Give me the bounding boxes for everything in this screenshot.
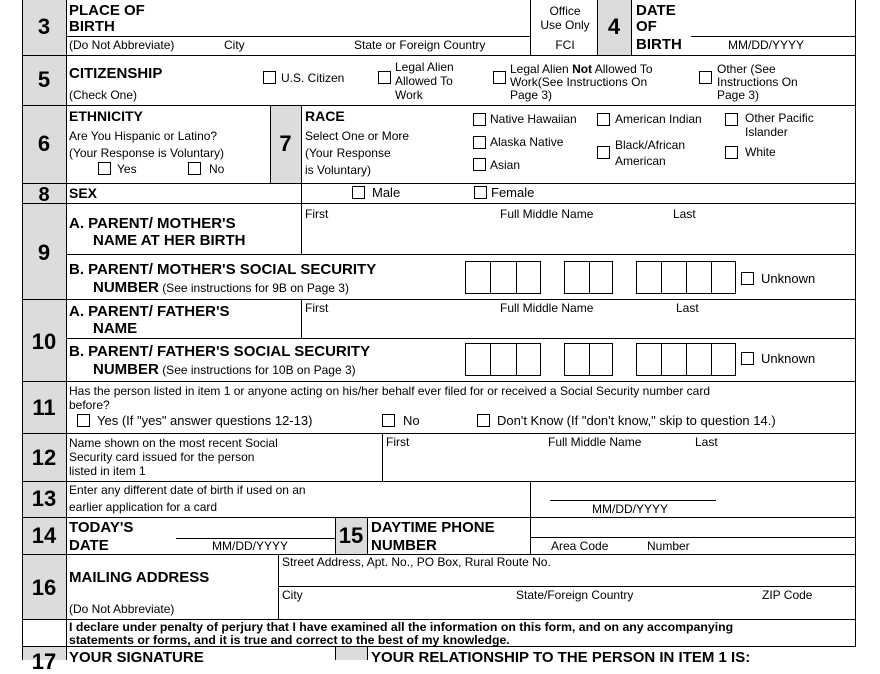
r4-title3: BIRTH [636,36,682,53]
item-number-11: 11 [32,395,56,420]
r16-street: Street Address, Apt. No., PO Box, Rural Route No. [282,555,551,569]
item-number-14: 14 [31,523,57,548]
r4-title: DATE [636,2,676,19]
r3-title2: BIRTH [69,18,115,35]
citizen-not-allowed-l2: Work(See Instructions On [510,75,648,89]
father-ssn-group-field[interactable] [564,343,613,376]
r10-last: Last [676,301,699,315]
citizen-not-allowed-l3: Page 3) [510,88,553,102]
item-number-10: 10 [31,329,57,354]
race-pacific-label-l2: Islander [745,125,788,139]
r16-sub: (Do Not Abbreviate) [69,602,175,616]
item-number-3: 3 [37,14,51,39]
r4-underline [691,36,856,37]
mother-ssn-unknown-label: Unknown [761,271,816,286]
r14-title2: DATE [69,537,109,554]
item-number-15: 15 [338,523,364,548]
number-col-line [66,0,67,660]
r17-title: YOUR SIGNATURE [69,649,204,666]
r12-middle: Full Middle Name [548,435,642,449]
r16-zip: ZIP Code [762,588,813,602]
r7-title: RACE [305,108,345,124]
rule-after-12 [22,481,856,482]
r9a-divider [301,203,302,254]
race-asian-label: Asian [490,158,521,172]
r12-first: First [386,435,410,449]
r11-q2: before? [69,398,110,412]
r9-a2: NAME AT HER BIRTH [93,232,246,249]
r13-fmt: MM/DD/YYYY [592,502,669,516]
citizen-other-l3: Page 3) [717,88,760,102]
item-number-16: 16 [31,575,57,600]
father-ssn-area-field[interactable] [465,343,541,376]
border-right [855,0,856,646]
r7-d1: Select One or More [305,129,410,143]
r9-b1: B. PARENT/ MOTHER'S SOCIAL SECURITY [69,261,377,278]
r9-split [66,254,856,255]
r9-middle: Full Middle Name [500,207,594,221]
r3-office: Office [549,4,581,18]
r11-q1: Has the person listed in item 1 or anyone acting on his/her behalf ever filed for or received a Social Security number card [69,384,711,398]
r15-number: Number [647,539,690,553]
race-white-label: White [745,145,776,159]
shade-17b [335,646,367,660]
r12-d1: Name shown on the most recent Social [69,436,278,450]
prior-card-dont-know-label: Don't Know (If "don't know," skip to question 14.) [497,413,776,428]
item-number-8: 8 [38,184,50,206]
r12-d3: listed in item 1 [69,464,146,478]
r10-a1: A. PARENT/ FATHER'S [69,303,230,320]
r13-d1: Enter any different date of birth if used on an [69,483,306,497]
prior-card-no-label: No [403,413,420,428]
hispanic-no-label: No [209,162,225,176]
r3-city: City [224,38,245,52]
mother-ssn-group-field[interactable] [564,261,613,294]
father-ssn-unknown-checkbox[interactable] [741,352,754,365]
rule-after-11 [22,433,856,434]
item-number-9: 9 [37,240,51,265]
citizen-legal-alien-l1: Legal Alien [395,60,454,74]
race-black-label-l2: American [615,154,666,168]
race-hawaiian-label: Native Hawaiian [490,112,577,126]
race-american-indian-label: American Indian [615,112,702,126]
r17-num-right [367,646,368,660]
item-number-12: 12 [31,445,57,470]
r10-split [66,338,856,339]
father-ssn-unknown-label: Unknown [761,351,816,366]
r15-title2: NUMBER [371,537,437,554]
item-number-4: 4 [607,14,621,39]
citizen-legal-alien-l3: Work [395,88,423,102]
rule-after-6 [22,183,856,184]
race-hawaiian-checkbox[interactable] [473,113,486,126]
sex-male-checkbox[interactable] [352,186,365,199]
prior-card-no-checkbox[interactable] [382,414,395,427]
race-black-label-l1: Black/African [615,138,686,152]
r16-split [278,586,856,587]
r3-fci: FCI [555,38,575,52]
r15-area: Area Code [551,539,609,553]
rule-after-8 [22,203,856,204]
citizen-legal-alien-checkbox[interactable] [378,71,391,84]
r17-divider [335,646,336,660]
father-ssn-serial-field[interactable] [636,343,736,376]
r14-fmt: MM/DD/YYYY [212,539,289,553]
sex-female-checkbox[interactable] [474,186,487,199]
r9-last: Last [673,207,696,221]
r9-first: First [305,207,329,221]
mother-ssn-serial-field[interactable] [636,261,736,294]
r6-q1: Are You Hispanic or Latino? [69,129,218,143]
race-american-indian-checkbox[interactable] [597,113,610,126]
rule-after-10 [22,381,856,382]
prior-card-yes-label: Yes (If "yes" answer questions 12-13) [97,413,313,428]
r15-underline [530,537,856,538]
race-black-checkbox[interactable] [597,146,610,159]
citizen-not-allowed-checkbox[interactable] [493,71,506,84]
hispanic-yes-label: Yes [117,162,137,176]
rule-after-3 [22,55,856,56]
rule-after-13 [22,517,856,518]
r16-state: State/Foreign Country [516,588,634,602]
citizen-other-l2: Instructions On [717,75,798,89]
citizen-other-checkbox[interactable] [699,71,712,84]
r7-d2: (Your Response [305,146,391,160]
race-white-checkbox[interactable] [725,146,738,159]
r12-d2: Security card issued for the person [69,450,255,464]
citizen-other-l1: Other (See [717,62,776,76]
race-pacific-checkbox[interactable] [725,113,738,126]
r9-b2-line: NUMBER (See instructions for 9B on Page 3) [93,279,349,296]
r6-title: ETHNICITY [69,108,143,124]
mother-ssn-area-field[interactable] [465,261,541,294]
r3-underline [66,36,530,37]
rule-after-9 [22,299,856,300]
race-asian-checkbox[interactable] [473,158,486,171]
r13-d2: earlier application for a card [69,500,218,514]
r10-a2: NAME [93,320,138,337]
r3-title: PLACE OF [69,2,145,19]
r10-b2-line: NUMBER (See instructions for 10B on Page 3) [93,361,356,378]
r7-num-right [301,105,302,183]
r15-num-right [367,517,368,554]
r12-divider [382,433,383,481]
mother-ssn-unknown-checkbox[interactable] [741,272,754,285]
r16-title: MAILING ADDRESS [69,569,210,586]
r12-last: Last [695,435,718,449]
item-number-13: 13 [31,486,57,511]
sex-male-label: Male [372,185,401,200]
r10a-divider [301,299,302,338]
r3-office2: Use Only [540,18,590,32]
r3-office-left [530,0,531,55]
r16-city: City [282,588,303,602]
declaration-line1: I declare under penalty of perjury that I have examined all the information on this form, and on any accompanying [69,620,734,634]
r10-first: First [305,301,329,315]
r5-sub: (Check One) [69,88,138,102]
border-left [22,0,23,660]
r10-middle: Full Middle Name [500,301,594,315]
r4-fmt: MM/DD/YYYY [728,38,805,52]
race-alaska-checkbox[interactable] [473,136,486,149]
r14-title: TODAY'S [69,519,134,536]
item-number-17: 17 [31,649,57,674]
race-pacific-label-l1: Other Pacific [745,111,814,125]
citizen-not-allowed-l1: Legal Alien Not Allowed To [510,62,653,76]
r17-relationship: YOUR RELATIONSHIP TO THE PERSON IN ITEM 1 IS: [371,649,751,666]
citizen-legal-alien-l2: Allowed To [395,74,453,88]
r15-phone-left [530,517,531,554]
item-number-6: 6 [37,131,51,156]
rule-after-5 [22,105,856,106]
prior-card-dont-know-checkbox[interactable] [477,414,490,427]
citizen-us-checkbox[interactable] [263,71,276,84]
item-number-7: 7 [279,131,292,156]
r10-b1: B. PARENT/ FATHER'S SOCIAL SECURITY [69,343,371,360]
citizen-us-label: U.S. Citizen [281,71,345,85]
r8-title: SEX [69,185,98,201]
item-number-5: 5 [37,67,51,92]
r6-q2: (Your Response is Voluntary) [69,146,224,160]
prior-card-yes-checkbox[interactable] [77,414,90,427]
r4-num-right [631,0,632,55]
r15-title: DAYTIME PHONE [371,519,495,536]
r9-a1: A. PARENT/ MOTHER'S [69,215,236,232]
r13-divider [530,481,531,517]
r4-title2: OF [636,18,657,35]
hispanic-yes-checkbox[interactable] [98,162,111,175]
r5-title: CITIZENSHIP [69,65,163,82]
r3-state: State or Foreign Country [354,38,486,52]
r3-sub: (Do Not Abbreviate) [69,38,175,52]
declaration-line2: statements or forms, and it is true and correct to the best of my knowledge. [69,633,510,647]
r7-d3: is Voluntary) [305,163,372,177]
r13-date-underline [550,500,716,501]
sex-female-label: Female [491,185,535,200]
r8-divider [301,183,302,203]
race-alaska-label: Alaska Native [490,135,564,149]
hispanic-no-checkbox[interactable] [188,162,201,175]
